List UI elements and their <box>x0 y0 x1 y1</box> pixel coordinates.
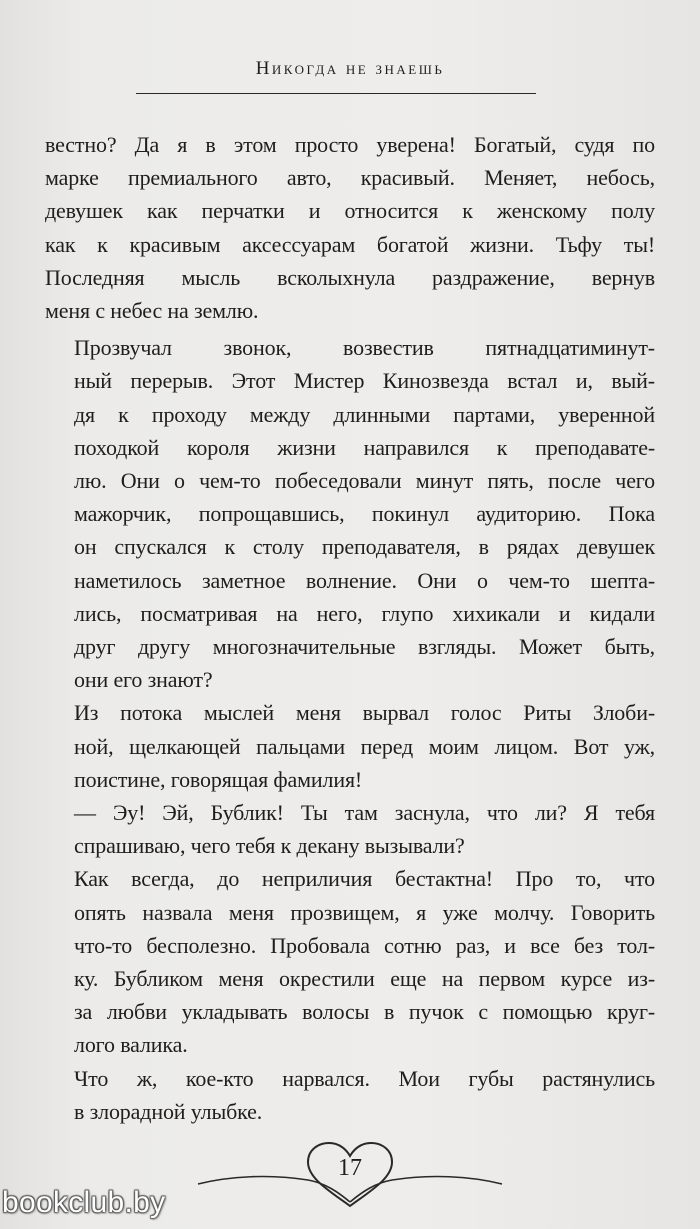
paragraph <box>45 696 655 796</box>
text-line: опять назвала меня прозвищем, я уже молчу. Говорить <box>74 899 655 925</box>
header-rule <box>136 93 536 94</box>
text-line: лись, посматривая на него, глупо хихикали и кидали <box>74 600 655 626</box>
paragraph <box>45 862 655 1061</box>
text-line: ный перерыв. Этот Мистер Кинозвезда встал и, вый- <box>74 368 655 394</box>
text-line: за любви укладывать волосы в пучок с помощью круг- <box>74 999 655 1025</box>
text-line: как к красивым аксессуарам богатой жизни. Тьфу ты! <box>45 231 655 257</box>
text-line: лю. Они о чем-то побеседовали минут пять, после чего <box>74 468 655 494</box>
text-line: ку. Бубликом меня окрестили еще на первом курсе из- <box>74 966 655 992</box>
text-line: меня с небес на землю. <box>45 298 259 324</box>
paragraph <box>45 1062 655 1128</box>
text-line: ной, щелкающей пальцами перед моим лицом. Вот уж, <box>74 733 655 759</box>
text-line: Что ж, кое-кто нарвался. Мои губы растянулись <box>74 1065 655 1091</box>
text-line: они его знают? <box>74 667 213 693</box>
text-line: мажорчик, попрощавшись, покинул аудиторию. Пока <box>74 501 655 527</box>
text-line: вестно? Да я в этом просто уверена! Богатый, судя по <box>45 132 655 157</box>
text-line: в злорадной улыбке. <box>74 1098 263 1124</box>
page-number: 17 <box>338 1155 362 1181</box>
text-line: марке премиального авто, красивый. Меняет, небось, <box>45 165 655 191</box>
text-line: поистине, говорящая фамилия! <box>74 766 363 792</box>
text-line: спрашиваю, чего тебя к декану вызывали? <box>74 833 465 859</box>
text-line: — Эу! Эй, Бублик! Ты там заснула, что ли? Я тебя <box>74 800 655 826</box>
text-line: он спускался к столу преподавателя, в рядах девушек <box>74 534 655 560</box>
paragraph <box>45 331 655 696</box>
running-head: Никогда не знаешь <box>255 58 445 79</box>
text-line: походкой короля жизни направился к преподавате- <box>74 434 655 460</box>
text-line: дя к проходу между длинными партами, уверенной <box>74 401 655 427</box>
text-line: друг другу многозначительные взгляды. Может быть, <box>74 634 655 660</box>
text-line: Из потока мыслей меня вырвал голос Риты Злоби- <box>74 700 655 726</box>
text-line: Прозвучал звонок, возвестив пятнадцатиминут- <box>74 335 655 361</box>
text-line: что-то бесполезно. Пробовала сотню раз, и все без тол- <box>74 932 655 958</box>
text-line: девушек как перчатки и относится к женскому полу <box>45 198 655 224</box>
text-line: Как всегда, до неприличия бестактна! Про то, что <box>74 866 655 892</box>
body-text <box>45 128 655 1128</box>
text-line: лого валика. <box>74 1032 188 1058</box>
watermark: bookclub.by <box>2 1186 166 1219</box>
paragraph <box>45 796 655 862</box>
text-line: Последняя мысль всколыхнула раздражение, вернув <box>45 264 655 290</box>
paragraph <box>45 128 655 327</box>
text-line: наметилось заметное волнение. Они о чем-то шепта- <box>74 567 655 593</box>
